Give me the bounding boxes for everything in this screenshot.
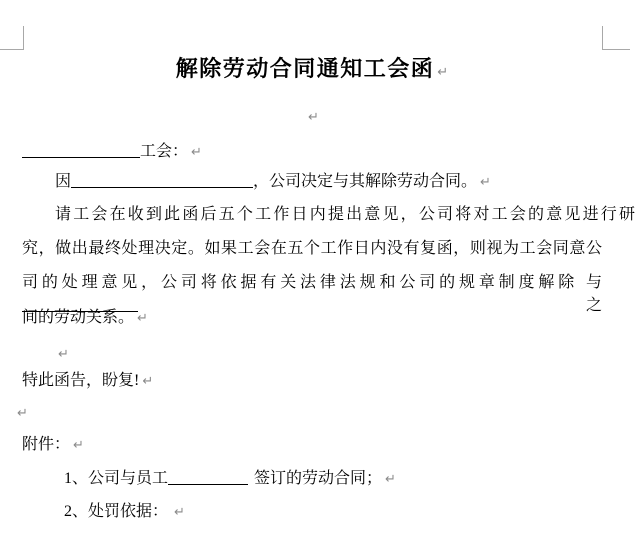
salutation-text: 工会： bbox=[140, 143, 189, 160]
attachments-label: 附件： bbox=[22, 436, 71, 453]
closing-text: 特此函告，盼复! bbox=[22, 372, 140, 389]
margin-crop-mark-top-right-horizontal bbox=[602, 49, 630, 50]
reason-prefix-text: 因 bbox=[55, 173, 72, 190]
empty-paragraph bbox=[22, 343, 635, 365]
paragraph-mark-icon: ↵ bbox=[191, 145, 202, 160]
reason-suffix-text: ，公司决定与其解除劳动合同。 bbox=[253, 173, 478, 190]
body-line-2 bbox=[22, 238, 602, 260]
body-line-1 bbox=[22, 204, 635, 226]
salutation-line bbox=[22, 140, 602, 162]
body-line-3 bbox=[22, 272, 602, 314]
body-text: 间的劳动关系。 bbox=[22, 309, 135, 326]
item-number: 2、 bbox=[64, 503, 89, 520]
item-text: 签订的劳动合同； bbox=[254, 470, 383, 487]
paragraph-mark-icon: ↵ bbox=[137, 311, 148, 326]
item-number: 1、 bbox=[64, 470, 89, 487]
page-title: 解除劳动合同通知工会函 bbox=[175, 56, 435, 81]
paragraph-mark-icon: ↵ bbox=[308, 110, 319, 125]
body-line-4 bbox=[22, 307, 602, 329]
paragraph-mark-icon: ↵ bbox=[142, 374, 154, 389]
attachment-item-1 bbox=[22, 467, 640, 489]
reason-line bbox=[22, 170, 635, 192]
attachment-item-2 bbox=[22, 501, 640, 523]
paragraph-mark-icon: ↵ bbox=[17, 406, 28, 421]
empty-paragraph bbox=[14, 402, 594, 424]
attachments-label-line bbox=[22, 434, 602, 456]
contract-date-blank-field[interactable] bbox=[168, 467, 248, 485]
body-text: 之 bbox=[138, 297, 602, 314]
margin-crop-mark-top-left-vertical bbox=[23, 26, 24, 50]
body-text: 请工会在收到此函后五个工作日内提出意见，公司将对工会的意见进行研 bbox=[55, 206, 635, 223]
paragraph-mark-icon: ↵ bbox=[385, 472, 396, 487]
body-text: 究，做出最终处理决定。如果工会在五个工作日内没有复函，则视为工会同意公 bbox=[22, 240, 602, 257]
reason-blank-field[interactable] bbox=[71, 170, 253, 188]
margin-crop-mark-top-right-vertical bbox=[602, 26, 603, 50]
paragraph-mark-icon: ↵ bbox=[437, 65, 449, 80]
margin-crop-mark-top-left-horizontal bbox=[0, 49, 24, 50]
paragraph-mark-icon: ↵ bbox=[480, 175, 491, 190]
union-name-blank-field[interactable] bbox=[22, 140, 140, 158]
paragraph-mark-icon: ↵ bbox=[73, 438, 84, 453]
item-text: 处罚依据： bbox=[88, 503, 169, 520]
document-title-line bbox=[22, 54, 602, 84]
empty-paragraph-centered bbox=[22, 106, 602, 128]
paragraph-mark-icon: ↵ bbox=[174, 505, 185, 520]
closing-line bbox=[22, 370, 602, 392]
paragraph-mark-icon: ↵ bbox=[58, 347, 69, 362]
item-text: 公司与员工 bbox=[88, 470, 169, 487]
body-text: 司的处理意见，公司将依据有关法律法规和公司的规章制度解除 与 bbox=[22, 274, 602, 291]
